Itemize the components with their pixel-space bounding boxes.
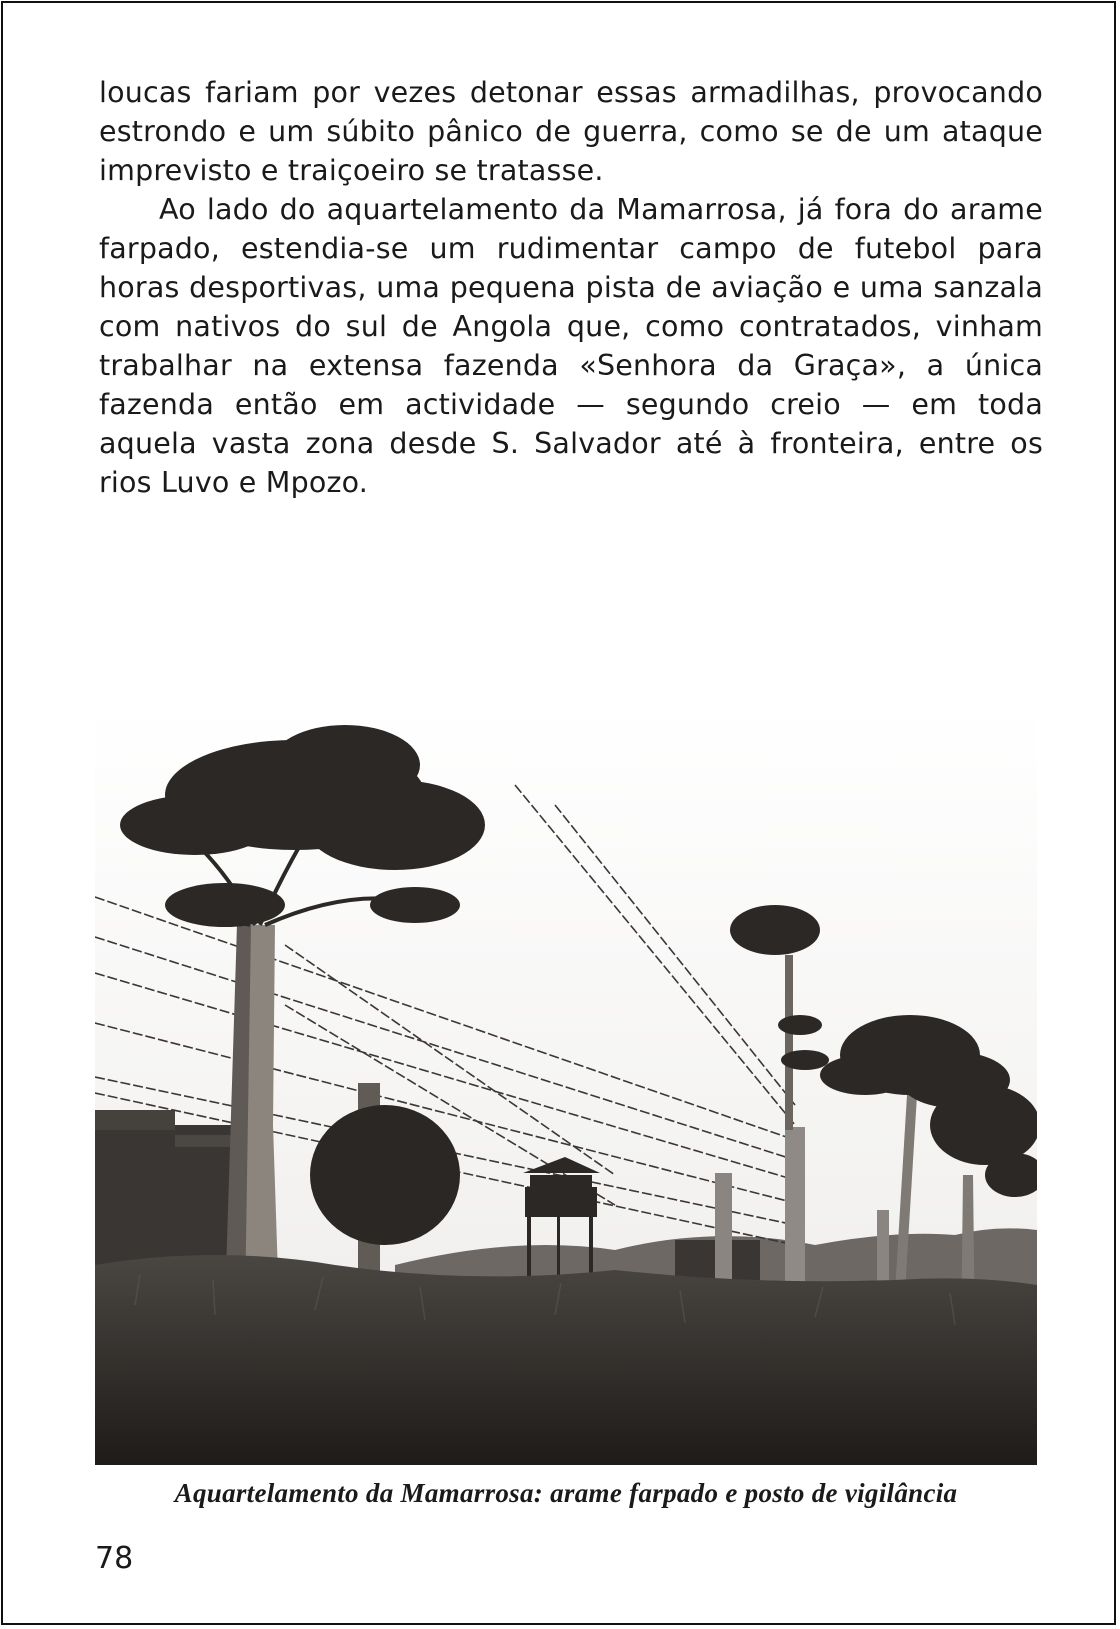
body-text xyxy=(99,73,1043,502)
figure-caption: Aquartelamento da Mamarrosa: arame farpado e posto de vigilância xyxy=(174,1478,958,1508)
paragraph: Ao lado do aquartelamento da Mamarrosa, já fora do arame farpado, estendia-se um rudimentar campo de futebol para horas desportivas, uma pequena pista de aviação e uma sanzala com nativos do sul de Angola que, como contratados, vinham trabalhar na extensa fazenda «Senhora da Graça», a única fazenda então em actividade — segundo creio — em toda aquela vasta zona desde S. Salvador até à fronteira, entre os rios Luvo e Mpozo. xyxy=(99,193,1043,499)
page-number: 78 xyxy=(95,1541,134,1576)
photograph xyxy=(95,705,1037,1465)
page xyxy=(1,1,1116,1625)
paragraph: loucas fariam por vezes detonar essas armadilhas, provocando estrondo e um súbito pânico de guerra, como se de um ataque imprevisto e traiçoeiro se tratasse. xyxy=(99,76,1043,187)
